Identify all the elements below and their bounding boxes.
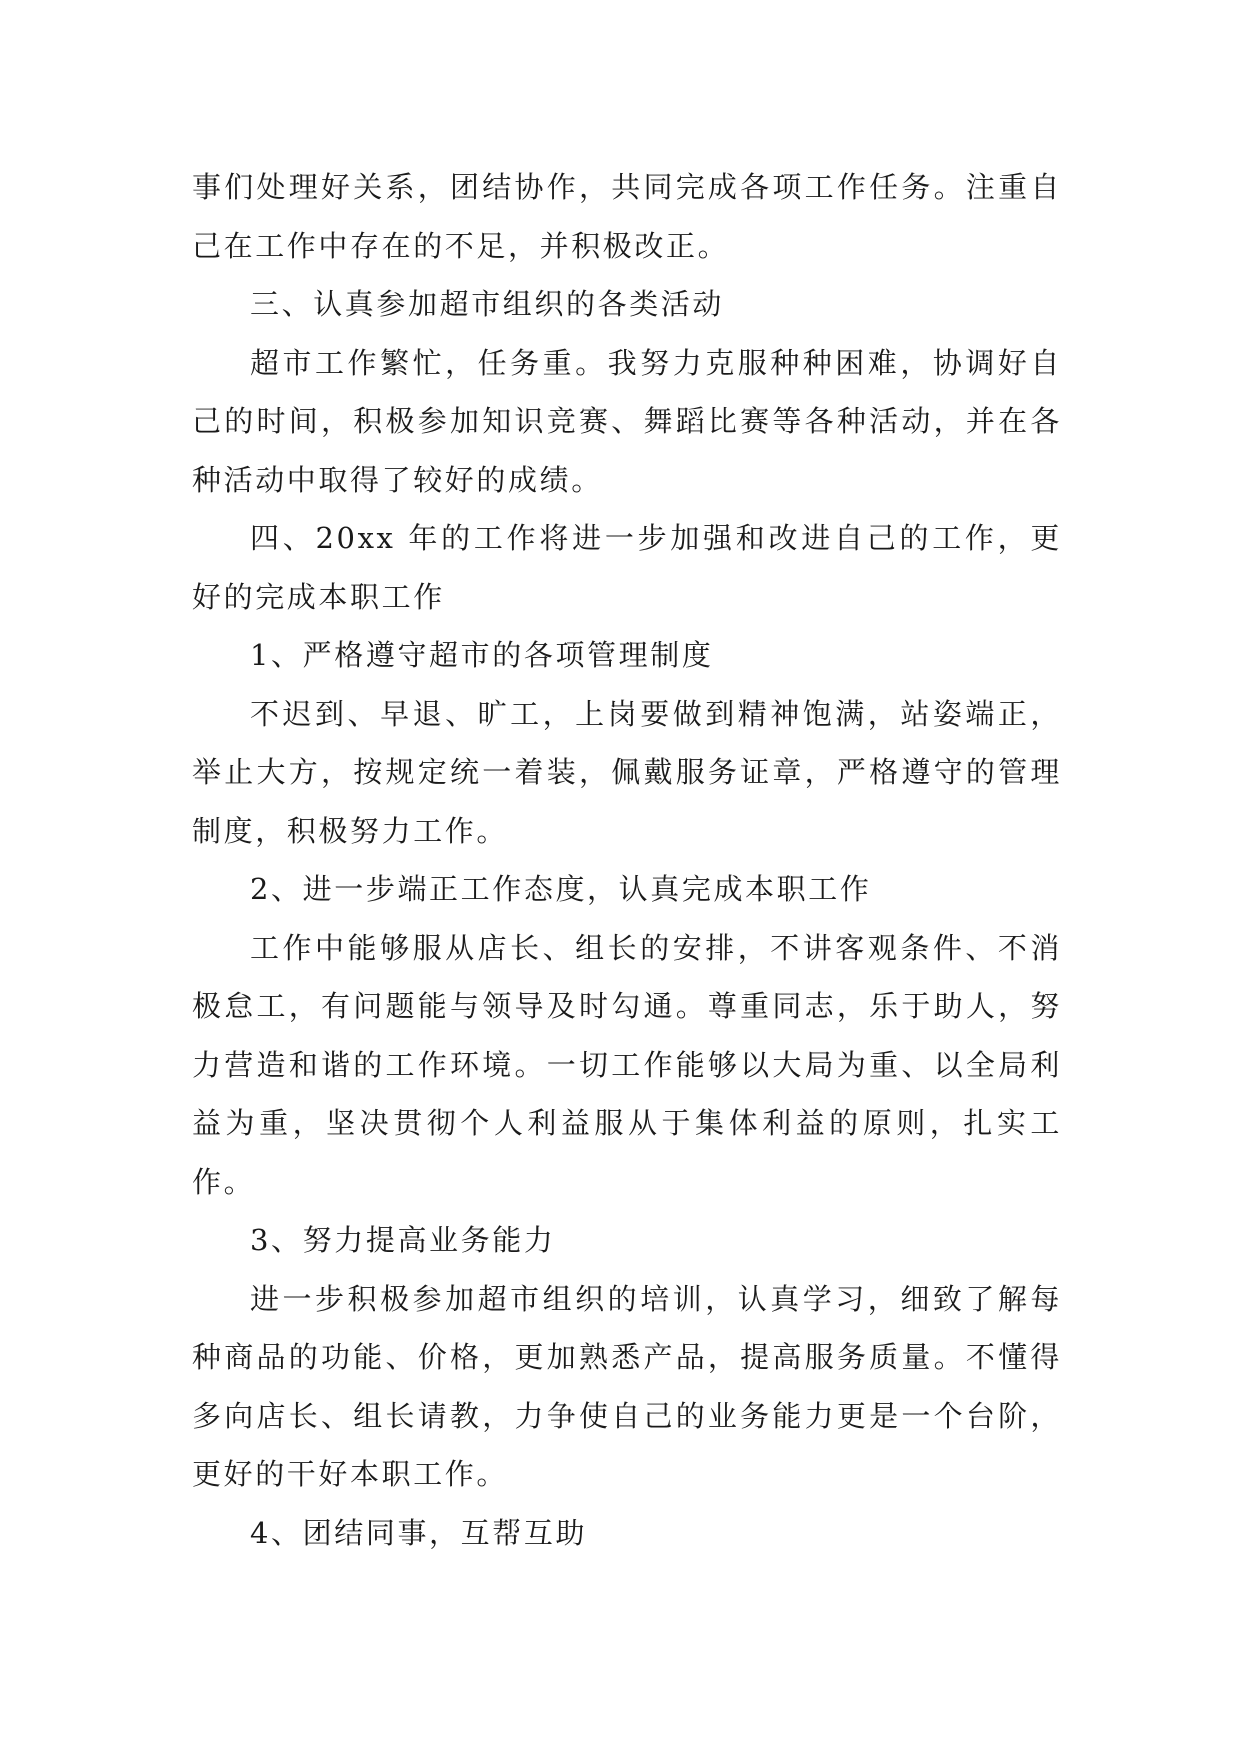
subheading-4: 4、团结同事，互帮互助 [250,1515,588,1550]
section-heading-3: 三、认真参加超市组织的各类活动 [250,287,725,321]
document-body [192,158,1062,1562]
section-heading-4: 四、20xx 年的工作将进一步加强和改进自己的工作，更好的完成本职工作 [192,521,1062,614]
paragraph-attitude: 工作中能够服从店长、组长的安排，不讲客观条件、不消极怠工，有问题能与领导及时勾通。尊重同志，乐于助人，努力营造和谐的工作环境。一切工作能够以大局为重、以全局利益为重，坚决贯彻个人利益服从于集体利益的原则，扎实工作。 [192,930,1062,1199]
paragraph-activities: 超市工作繁忙，任务重。我努力克服种种困难，协调好自己的时间，积极参加知识竞赛、舞蹈比赛等各种活动，并在各种活动中取得了较好的成绩。 [192,345,1062,497]
paragraph-ability: 进一步积极参加超市组织的培训，认真学习，细致了解每种商品的功能、价格，更加熟悉产品，提高服务质量。不懂得多向店长、组长请教，力争使自己的业务能力更是一个台阶，更好的干好本职工作。 [192,1281,1062,1491]
subheading-2: 2、进一步端正工作态度，认真完成本职工作 [250,872,872,906]
paragraph-rules: 不迟到、早退、旷工，上岗要做到精神饱满，站姿端正，举止大方，按规定统一着装，佩戴服务证章，严格遵守的管理制度，积极努力工作。 [192,696,1062,848]
subheading-1: 1、严格遵守超市的各项管理制度 [250,638,714,672]
paragraph-continuation: 事们处理好关系，团结协作，共同完成各项工作任务。注重自己在工作中存在的不足，并积极改正。 [192,170,1062,263]
subheading-3: 3、努力提高业务能力 [250,1223,556,1257]
